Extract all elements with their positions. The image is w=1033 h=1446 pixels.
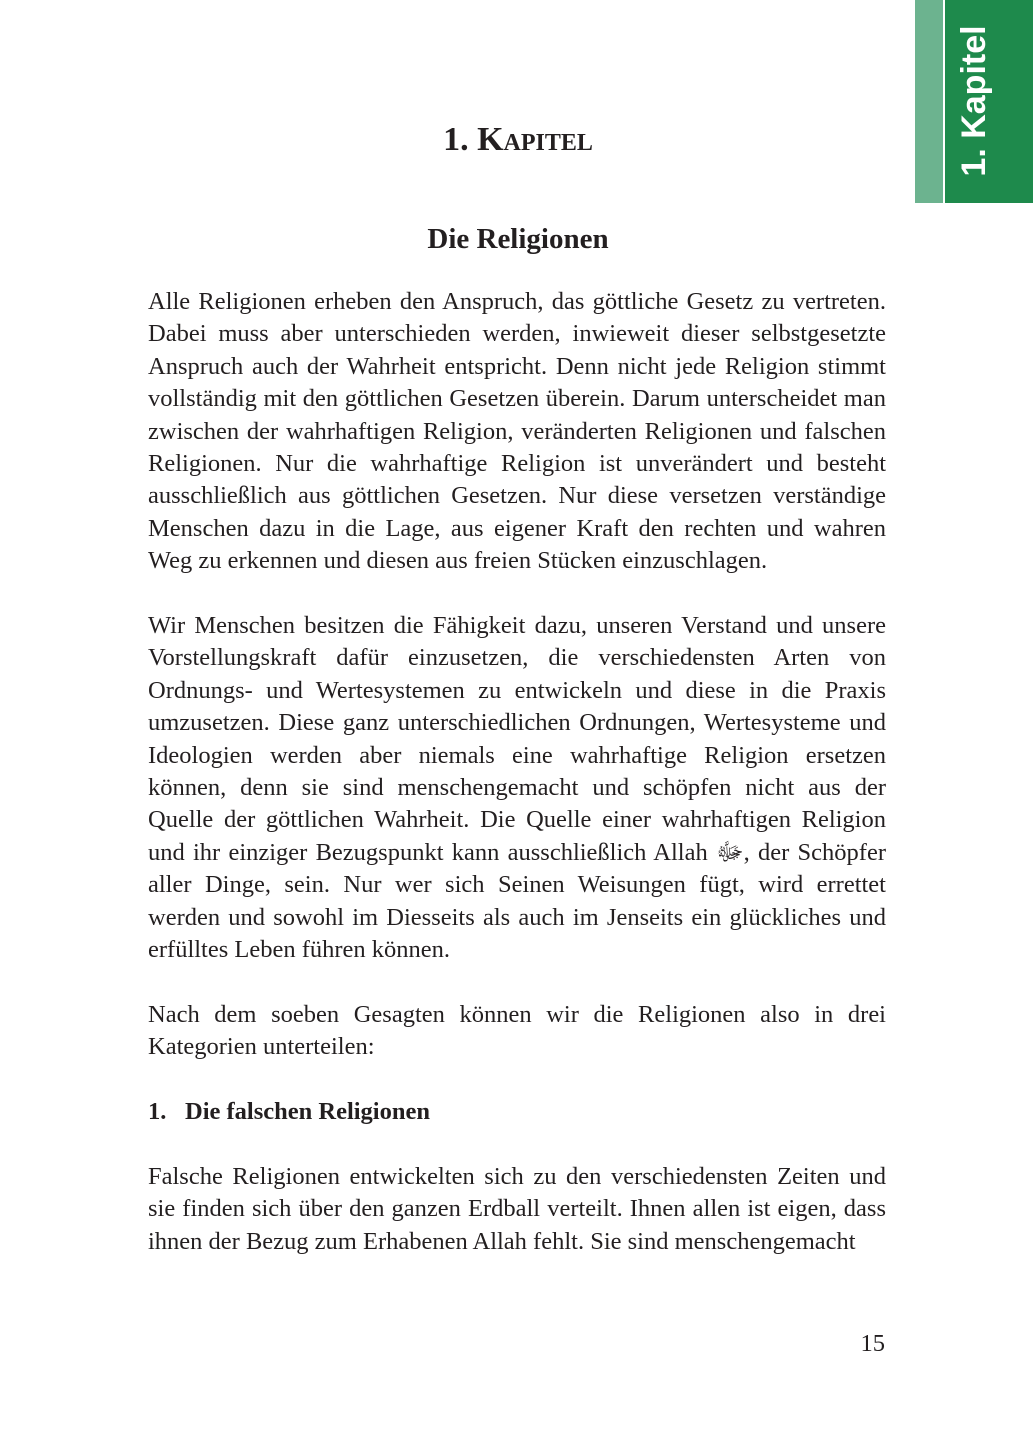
chapter-number: 1. xyxy=(443,121,469,158)
subsection-title: Die falschen Religionen xyxy=(185,1098,430,1126)
body-text xyxy=(148,286,886,1258)
chapter-heading xyxy=(148,118,888,162)
paragraph-3: Nach dem soeben Gesagten können wir die Religionen also in drei Kategorien unterteilen: xyxy=(148,1000,886,1061)
section-title: Die Religionen xyxy=(427,223,609,255)
paragraph-1: Alle Religionen erheben den Anspruch, das göttliche Gesetz zu vertreten. Dabei muss aber unterschieden werden, inwieweit dieser selbstgesetzte Anspruch auch der Wahrheit entspricht. Denn nicht jede Religion stimmt vollständig mit den göttlichen Gesetzen überein. Darum unterscheidet man zwischen der wahrhaftigen Religion, veränderten Religionen und falschen Religionen. Nur die wahrhaftige Religion ist unverändert und besteht ausschließlich aus göttlichen Gesetzen. Nur diese versetzen verständige Menschen dazu in die Lage, aus eigener Kraft den rechten und wahren Weg zu erkennen und diesen aus freien Stücken einzuschlagen. xyxy=(148,288,886,575)
side-tab-light-stripe xyxy=(915,0,943,203)
subsection-heading xyxy=(148,1096,886,1128)
side-tab-label: 1. Kapitel xyxy=(955,25,993,177)
paragraph-2: Wir Menschen besitzen die Fähigkeit dazu, unseren Verstand und unsere Vorstellungskraft dafür einzusetzen, die verschiedensten Arten von Ordnungs- und Wertesystemen zu entwickeln und diese in die Praxis umzusetzen. Diese ganz unterschiedlichen Ordnungen, Wertesysteme und Ideologien werden aber niemals eine wahrhaftige Religion ersetzen können, denn sie sind menschengemacht und schöpfen nicht aus der Quelle der göttlichen Wahrheit. Die Quelle einer wahrhaftigen Religion und ihr einziger Bezugspunkt kann ausschließlich Allah ﷻ, der Schöpfer aller Dinge, sein. Nur wer sich Seinen Weisungen fügt, wird errettet werden und sowohl im Diesseits als auch im Jenseits ein glückliches und erfülltes Leben führen können. xyxy=(148,612,886,964)
chapter-title: Kapitel xyxy=(477,121,593,158)
page-number: 15 xyxy=(860,1330,885,1357)
subsection-paragraph: Falsche Religionen entwickelten sich zu den verschiedensten Zeiten und sie finden sich über den ganzen Erdball verteilt. Ihnen allen ist eigen, dass ihnen der Bezug zum Erhabenen Allah fehlt. Sie sind menschengemacht xyxy=(148,1162,886,1255)
chapter-side-tab xyxy=(915,0,1033,203)
subsection-number: 1. xyxy=(148,1098,167,1126)
